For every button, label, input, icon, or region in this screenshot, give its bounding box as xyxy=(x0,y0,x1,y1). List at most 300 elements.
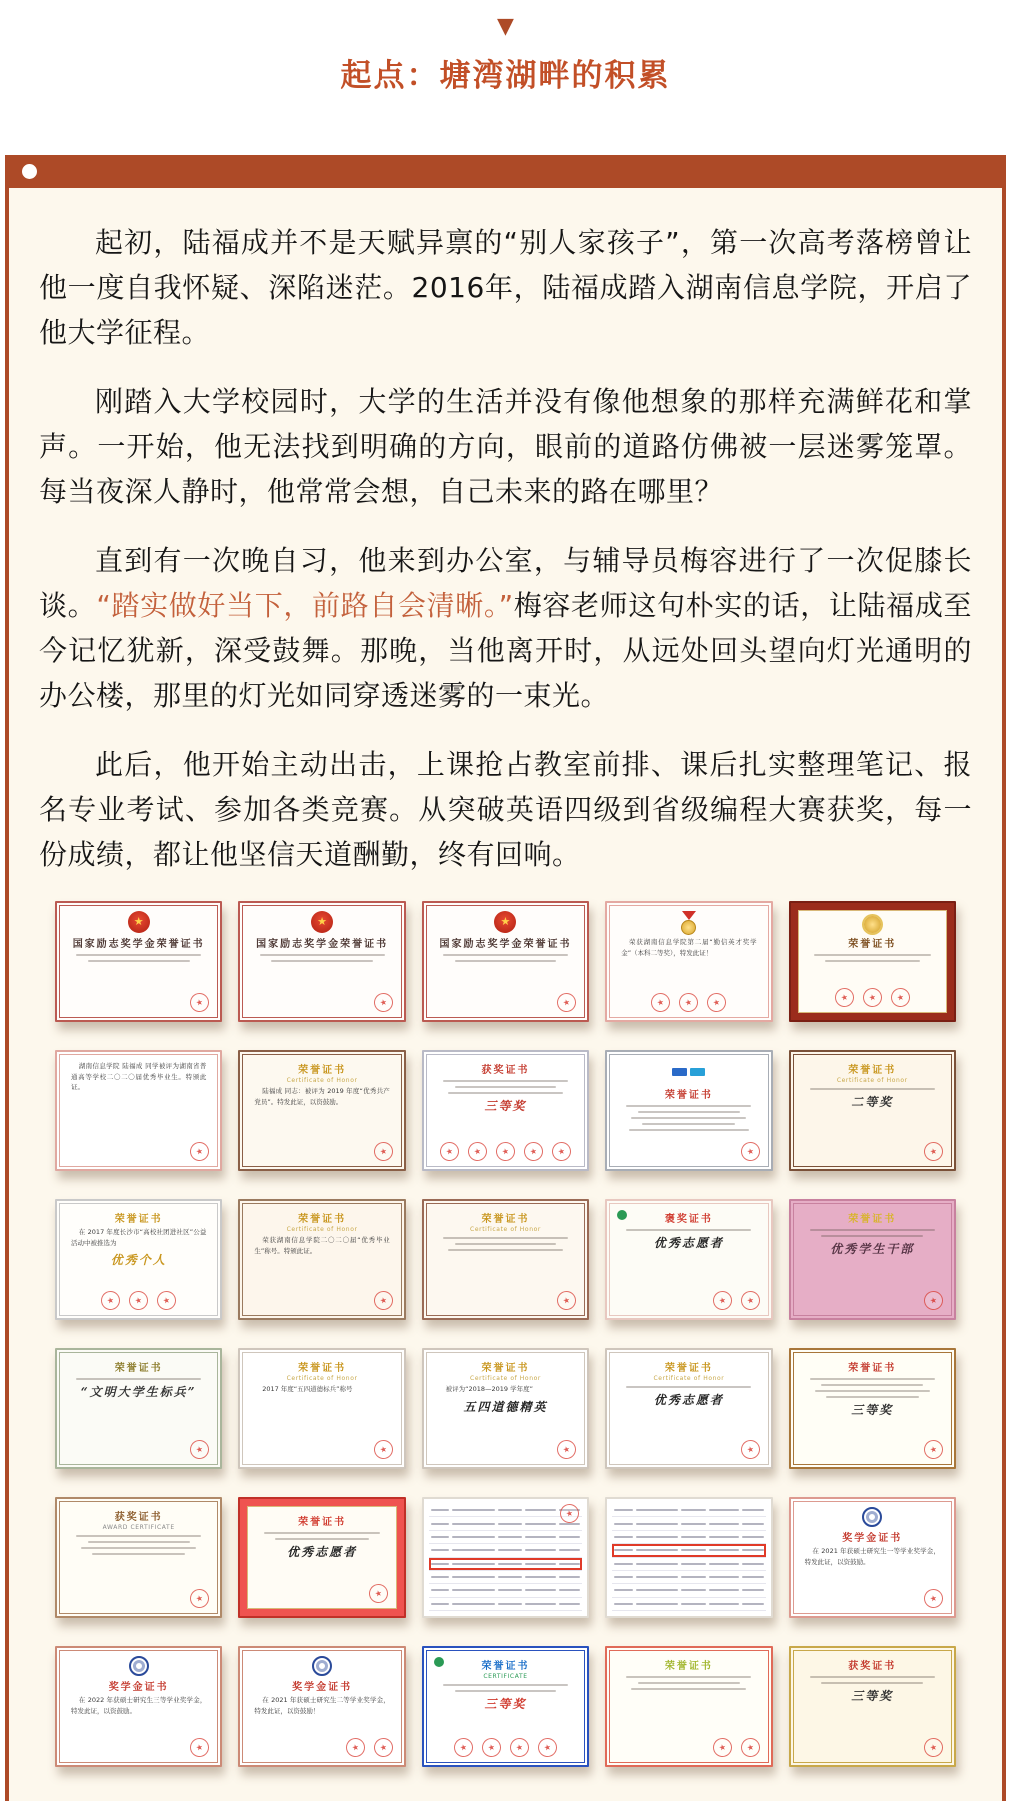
cert-cl xyxy=(76,1378,201,1380)
cert-stamp: ★ xyxy=(189,1438,212,1461)
univ-emblem-icon xyxy=(312,1656,332,1676)
cert-cl xyxy=(626,1105,751,1107)
cert-cl xyxy=(455,960,557,962)
cert-part xyxy=(452,1536,495,1538)
cert-cl xyxy=(260,954,385,956)
cert-cin xyxy=(793,1054,952,1167)
cert-part xyxy=(742,1589,763,1591)
certificate-award-text: 优秀志愿者 xyxy=(653,1393,724,1407)
certificate-thumbnail[interactable] xyxy=(55,1050,222,1171)
cert-stamp: ★ xyxy=(367,1582,390,1605)
cert-stamp: ★ xyxy=(189,1736,212,1759)
certificate-award-text: 三等奖 xyxy=(851,1403,894,1417)
cert-part xyxy=(525,1536,556,1538)
cert-cin xyxy=(793,1203,952,1316)
certificate-title: 荣誉证书 xyxy=(664,1363,713,1374)
certificate-thumbnail[interactable] xyxy=(789,901,956,1022)
medal-emblem-icon xyxy=(681,911,696,935)
cert-trow xyxy=(612,1544,765,1557)
cert-part xyxy=(452,1603,495,1605)
cert-part xyxy=(709,1523,740,1525)
cert-cin xyxy=(59,1054,218,1167)
cert-cin xyxy=(242,905,401,1018)
certificate-title: 荣誉证书 xyxy=(848,1214,897,1225)
certificate-award-text: 五四道德精英 xyxy=(463,1399,548,1414)
cert-cin xyxy=(426,1054,585,1167)
cert-stamp: ★ xyxy=(127,1289,150,1312)
certificate-thumbnail[interactable] xyxy=(55,1497,222,1618)
cert-part xyxy=(709,1589,740,1591)
cert-trow xyxy=(612,1517,765,1530)
cert-part xyxy=(681,1563,705,1565)
certificate-title: 获奖证书 xyxy=(114,1512,163,1523)
cert-cl xyxy=(455,1243,557,1245)
certificate-body-text: 在 2017 年度长沙市“高校社团进社区”公益活动中被推选为 xyxy=(71,1228,207,1247)
cert-cl xyxy=(638,1111,740,1113)
certificate-thumbnail[interactable] xyxy=(238,1497,405,1618)
certificate-title: 荣誉证书 xyxy=(481,1363,530,1374)
cert-cl xyxy=(76,954,201,956)
cert-part xyxy=(636,1603,679,1605)
certificate-thumbnail[interactable] xyxy=(789,1050,956,1171)
cert-trow xyxy=(612,1584,765,1597)
cert-strow xyxy=(924,1589,943,1608)
cert-part xyxy=(681,1523,705,1525)
cert-part xyxy=(559,1603,580,1605)
cert-stamp: ★ xyxy=(922,1438,945,1461)
univ-emblem-icon xyxy=(862,1507,882,1527)
cert-cin xyxy=(798,910,947,1013)
certificate-title: 获奖证书 xyxy=(848,1661,897,1672)
cert-strow xyxy=(190,1440,209,1459)
certificate-title: 荣誉证书 xyxy=(848,1363,897,1374)
certificate-award-text: 优秀志愿者 xyxy=(653,1236,724,1250)
cert-strow xyxy=(190,1589,209,1608)
cert-part xyxy=(709,1549,740,1551)
cert-strow xyxy=(560,1504,579,1523)
bar-dot-icon xyxy=(22,164,37,179)
cert-part xyxy=(614,1576,632,1578)
certificate-thumbnail[interactable] xyxy=(422,1497,589,1618)
certificate-title: 荣誉证书 xyxy=(114,1214,163,1225)
cert-cl xyxy=(88,1541,190,1543)
cert-part xyxy=(431,1509,449,1511)
cert-trow xyxy=(429,1584,582,1597)
cert-strow xyxy=(427,1738,584,1757)
cert-strow xyxy=(190,993,209,1012)
cert-part xyxy=(559,1563,580,1565)
cert-part xyxy=(742,1536,763,1538)
cert-cin xyxy=(242,1203,401,1316)
cert-stamp: ★ xyxy=(739,1289,762,1312)
cert-part xyxy=(681,1549,705,1551)
paragraph-3-rest: 梅容老师这句朴实的话，让陆福成至今记忆犹新，深受鼓舞。那晚，当他离开时，从远处回头望向灯光通明的办公楼，那里的灯光如同穿透迷雾的一束光。 xyxy=(39,589,972,712)
green-emblem-icon xyxy=(434,1657,444,1667)
national-emblem-icon: ★ xyxy=(494,911,516,933)
certificate-body-text: 在 2021 年获硕士研究生二等学业奖学金，特发此证，以资鼓励！ xyxy=(254,1696,390,1715)
cert-part xyxy=(498,1563,522,1565)
cert-strow xyxy=(741,1142,760,1161)
certificate-thumbnail[interactable] xyxy=(238,1050,405,1171)
certificate-thumbnail[interactable] xyxy=(55,1199,222,1320)
certificate-title: 荣誉证书 xyxy=(298,1065,347,1076)
cert-part xyxy=(636,1576,679,1578)
certificate-award-text: “文明大学生标兵” xyxy=(80,1385,197,1399)
cert-part xyxy=(636,1589,679,1591)
cert-cl xyxy=(626,1386,751,1388)
cert-part xyxy=(636,1549,679,1551)
certificate-subtitle: Certificate of Honor xyxy=(286,1077,358,1084)
cert-stamp: ★ xyxy=(494,1140,517,1163)
cert-part xyxy=(498,1589,522,1591)
national-emblem-icon: ★ xyxy=(128,911,150,933)
cert-trow xyxy=(429,1598,582,1611)
cert-cin xyxy=(59,1650,218,1763)
cert-cin xyxy=(609,905,768,1018)
cert-cl xyxy=(626,1229,751,1231)
cert-trow xyxy=(429,1517,582,1530)
certificate-title: 荣誉证书 xyxy=(664,1090,713,1101)
certificate-thumbnail[interactable] xyxy=(789,1646,956,1767)
national-emblem-icon: ★ xyxy=(311,911,333,933)
cert-part xyxy=(614,1523,632,1525)
cert-stamp: ★ xyxy=(155,1289,178,1312)
certificate-thumbnail[interactable] xyxy=(605,1646,772,1767)
cert-part xyxy=(431,1563,449,1565)
cert-part xyxy=(525,1563,556,1565)
certificate-thumbnail[interactable] xyxy=(605,1050,772,1171)
cert-part xyxy=(742,1549,763,1551)
cert-cin xyxy=(59,1352,218,1465)
cert-cl xyxy=(443,1684,568,1686)
green-emblem-icon xyxy=(617,1210,627,1220)
cert-part xyxy=(681,1603,705,1605)
cert-cl xyxy=(92,1553,185,1555)
cert-part xyxy=(431,1536,449,1538)
cert-cin xyxy=(247,1506,396,1609)
cert-strow xyxy=(610,993,767,1012)
card-header-bar xyxy=(9,155,1002,188)
cert-trow xyxy=(429,1544,582,1557)
certificate-body-text: 被评为“2018—2019 学年度” xyxy=(445,1385,533,1393)
cert-stamp: ★ xyxy=(739,1438,762,1461)
cert-cl xyxy=(275,1538,370,1540)
cert-cl xyxy=(448,1092,563,1094)
cert-stamp: ★ xyxy=(372,991,395,1014)
cert-strow xyxy=(60,1291,217,1310)
cert-trow xyxy=(612,1504,765,1517)
certificate-thumbnail[interactable] xyxy=(422,1199,589,1320)
cert-strow xyxy=(713,1738,760,1757)
certificate-body-text: 湖南信息学院 陆福成 同学被评为湖南省普通高等学校二〇二〇届优秀毕业生。特颁此证。 xyxy=(71,1062,207,1092)
cert-cin xyxy=(793,1650,952,1763)
paragraph-4: 此后，他开始主动出击，上课抢占教室前排、课后扎实整理笔记、报名专业考试、参加各类竞赛。从突破英语四级到省级编程大赛获奖，每一份成绩，都让他坚信天道酬勤，终有回响。 xyxy=(39,748,972,871)
cert-part xyxy=(452,1523,495,1525)
cert-strow xyxy=(924,1291,943,1310)
cert-stamp: ★ xyxy=(706,991,729,1014)
certificate-subtitle: Certificate of Honor xyxy=(470,1226,541,1233)
paragraph-1: 起初，陆福成并不是天赋异禀的“别人家孩子”，第一次高考落榜曾让他一度自我怀疑、深陷迷茫。2016年，陆福成踏入湖南信息学院，开启了他大学征程。 xyxy=(39,226,972,349)
certificate-title: 荣誉证书 xyxy=(481,1661,530,1672)
cert-part xyxy=(636,1563,679,1565)
cert-cin xyxy=(426,905,585,1018)
cert-strow xyxy=(713,1291,760,1310)
cert-cl xyxy=(448,1249,563,1251)
cert-part xyxy=(636,1536,679,1538)
cert-strow xyxy=(374,993,393,1012)
cert-part xyxy=(498,1536,522,1538)
certificate-body-text: 2017 年度“五四道德标兵”称号 xyxy=(262,1385,353,1393)
cert-strow xyxy=(346,1738,393,1757)
certificate-thumbnail[interactable] xyxy=(422,1050,589,1171)
certificate-title: 奖学金证书 xyxy=(292,1682,353,1693)
cert-strow xyxy=(557,1440,576,1459)
cert-part xyxy=(431,1603,449,1605)
cert-stamp: ★ xyxy=(711,1289,734,1312)
cert-part xyxy=(709,1563,740,1565)
cert-stamp: ★ xyxy=(922,1587,945,1610)
certificate-thumbnail[interactable] xyxy=(422,901,589,1022)
cert-stamp: ★ xyxy=(438,1140,461,1163)
cert-stamp: ★ xyxy=(555,991,578,1014)
cert-stamp: ★ xyxy=(833,986,856,1009)
cert-cin xyxy=(242,1650,401,1763)
cert-cin xyxy=(609,1352,768,1465)
cert-strow xyxy=(924,1440,943,1459)
cert-cin xyxy=(242,1054,401,1167)
cert-stamp: ★ xyxy=(99,1289,122,1312)
certificate-title: 荣誉证书 xyxy=(298,1363,347,1374)
certificate-thumbnail[interactable] xyxy=(422,1348,589,1469)
certificate-subtitle: Certificate of Honor xyxy=(286,1226,358,1233)
certificate-title: 荣誉证书 xyxy=(664,1661,713,1672)
cert-cl xyxy=(443,1237,568,1239)
cert-cl xyxy=(810,1676,935,1678)
univ-emblem-icon xyxy=(129,1656,149,1676)
cert-cl xyxy=(629,1129,748,1131)
cert-cin xyxy=(609,1054,768,1167)
cert-stamp: ★ xyxy=(889,986,912,1009)
paragraph-3 xyxy=(39,538,972,718)
certificate-thumbnail[interactable] xyxy=(605,1199,772,1320)
certificate-thumbnail[interactable] xyxy=(55,1646,222,1767)
cert-stamp: ★ xyxy=(650,991,673,1014)
cert-part xyxy=(498,1549,522,1551)
cert-cl xyxy=(821,1235,923,1237)
certificate-thumbnail[interactable] xyxy=(55,1348,222,1469)
article-body xyxy=(9,188,1002,1767)
cert-trow xyxy=(612,1558,765,1571)
cert-cl xyxy=(825,960,920,962)
cert-part xyxy=(452,1589,495,1591)
cert-part xyxy=(498,1523,522,1525)
cert-tbl xyxy=(429,1504,582,1611)
highlight-quote: “踏实做好当下，前路自会清晰。” xyxy=(96,589,514,622)
cert-part xyxy=(614,1536,632,1538)
cert-cl xyxy=(638,1682,740,1684)
section-header xyxy=(0,0,1011,95)
certificate-grid xyxy=(55,901,956,1767)
cert-stamp: ★ xyxy=(452,1736,475,1759)
cert-cl xyxy=(626,1676,751,1678)
cert-part xyxy=(742,1523,763,1525)
cert-part xyxy=(709,1576,740,1578)
cert-part xyxy=(742,1509,763,1511)
cert-stamp: ★ xyxy=(922,1289,945,1312)
certificate-subtitle: Certificate of Honor xyxy=(653,1375,725,1382)
cert-part xyxy=(452,1509,495,1511)
cert-part xyxy=(498,1576,522,1578)
cert-cl xyxy=(821,1384,923,1386)
certificate-thumbnail[interactable] xyxy=(605,901,772,1022)
cert-cin xyxy=(609,1650,768,1763)
cert-part xyxy=(559,1576,580,1578)
certificate-thumbnail[interactable] xyxy=(238,1646,405,1767)
cert-strow xyxy=(557,1291,576,1310)
cert-stamp: ★ xyxy=(922,1140,945,1163)
certificate-subtitle: Certificate of Honor xyxy=(470,1375,541,1382)
cert-part xyxy=(559,1549,580,1551)
cert-lg2 xyxy=(690,1068,705,1076)
certificate-thumbnail[interactable] xyxy=(422,1646,589,1767)
cert-strow xyxy=(374,1291,393,1310)
cert-cin xyxy=(59,905,218,1018)
certificate-title: 褒奖证书 xyxy=(664,1214,713,1225)
cert-cin xyxy=(793,1501,952,1614)
cert-trow xyxy=(612,1598,765,1611)
certificate-title: 奖学金证书 xyxy=(842,1533,903,1544)
cert-strow xyxy=(190,1738,209,1757)
certificate-subtitle: CERTIFICATE xyxy=(483,1673,528,1680)
cert-cl xyxy=(76,1535,201,1537)
certificate-title: 荣誉证书 xyxy=(298,1517,347,1528)
certificate-body-text: 荣获湖南信息学院第二届“勤信英才奖学金”（本科二等奖），特发此证！ xyxy=(621,938,757,957)
cert-trow xyxy=(429,1531,582,1544)
certificate-thumbnail[interactable] xyxy=(238,1348,405,1469)
cert-stamp: ★ xyxy=(739,1736,762,1759)
cert-part xyxy=(709,1603,740,1605)
certificate-title: 国家励志奖学金荣誉证书 xyxy=(256,939,389,950)
certificate-award-text: 二等奖 xyxy=(851,1095,894,1109)
cert-trow xyxy=(612,1531,765,1544)
cert-cin xyxy=(426,1352,585,1465)
cert-strow xyxy=(190,1142,209,1161)
certificate-award-text: 三等奖 xyxy=(851,1689,894,1703)
certificate-title: 国家励志奖学金荣誉证书 xyxy=(439,939,572,950)
cert-part xyxy=(614,1589,632,1591)
cert-stamp: ★ xyxy=(711,1736,734,1759)
certificate-title: 荣誉证书 xyxy=(481,1214,530,1225)
cert-cl xyxy=(455,1086,557,1088)
cert-strow xyxy=(369,1584,388,1603)
certificate-thumbnail[interactable] xyxy=(238,1199,405,1320)
certificate-thumbnail[interactable] xyxy=(605,1348,772,1469)
cert-cl xyxy=(443,954,568,956)
cert-stamp: ★ xyxy=(555,1438,578,1461)
certificate-thumbnail[interactable] xyxy=(789,1199,956,1320)
cert-stamp: ★ xyxy=(861,986,884,1009)
cert-strow xyxy=(924,1142,943,1161)
cert-part xyxy=(498,1509,522,1511)
cert-cl xyxy=(443,1080,568,1082)
cert-cin xyxy=(793,1352,952,1465)
cert-trow xyxy=(612,1571,765,1584)
cert-cl xyxy=(264,1532,380,1534)
cert-part xyxy=(525,1576,556,1578)
cert-cl xyxy=(810,1378,935,1380)
certificate-thumbnail[interactable] xyxy=(605,1497,772,1618)
certificate-title: 荣誉证书 xyxy=(114,1363,163,1374)
cert-rib xyxy=(682,911,696,920)
cert-part xyxy=(452,1576,495,1578)
certificate-title: 荣誉证书 xyxy=(298,1214,347,1225)
cert-part xyxy=(742,1603,763,1605)
cert-trow xyxy=(429,1571,582,1584)
certificate-thumbnail[interactable] xyxy=(238,901,405,1022)
cert-cl xyxy=(821,1682,923,1684)
certificate-title: 荣誉证书 xyxy=(848,939,897,950)
cert-stamp: ★ xyxy=(508,1736,531,1759)
cert-part xyxy=(709,1509,740,1511)
certificate-body-text: 陆福成 同志：被评为 2019 年度“优秀共产党员”。特发此证，以资鼓励。 xyxy=(254,1087,390,1106)
cert-part xyxy=(709,1536,740,1538)
cert-stamp: ★ xyxy=(558,1502,581,1525)
cert-cl xyxy=(81,1547,196,1549)
cert-cl xyxy=(271,960,373,962)
page-title: 起点：塘湾湖畔的积累 xyxy=(340,58,671,94)
content-card xyxy=(5,155,1006,1801)
certificate-subtitle: Certificate of Honor xyxy=(836,1077,908,1084)
cert-stamp: ★ xyxy=(555,1289,578,1312)
certificate-thumbnail[interactable] xyxy=(55,901,222,1022)
certificate-thumbnail[interactable] xyxy=(789,1348,956,1469)
cert-cin xyxy=(242,1352,401,1465)
cert-part xyxy=(431,1576,449,1578)
cert-stamp: ★ xyxy=(536,1736,559,1759)
cert-part xyxy=(525,1589,556,1591)
paragraph-3-intro: 直到有一次晚自习，他来到办公室，与辅导员梅容进行了一次促膝长谈。 xyxy=(39,544,972,622)
certificate-award-text: 优秀学生干部 xyxy=(830,1242,915,1256)
cert-stamp: ★ xyxy=(466,1140,489,1163)
cert-strow xyxy=(374,1142,393,1161)
cert-strow xyxy=(799,988,946,1007)
cert-cin xyxy=(59,1203,218,1316)
cert-part xyxy=(681,1509,705,1511)
certificate-thumbnail[interactable] xyxy=(789,1497,956,1618)
cert-cin xyxy=(426,1203,585,1316)
cert-part xyxy=(636,1509,679,1511)
cert-stamp: ★ xyxy=(480,1736,503,1759)
cert-part xyxy=(681,1589,705,1591)
cert-stamp: ★ xyxy=(189,991,212,1014)
cert-stamp: ★ xyxy=(522,1140,545,1163)
cert-part xyxy=(525,1509,556,1511)
cert-coin xyxy=(681,920,696,935)
cert-part xyxy=(681,1576,705,1578)
cert-stamp: ★ xyxy=(372,1289,395,1312)
cert-cl xyxy=(814,954,930,956)
cert-strow xyxy=(374,1440,393,1459)
certificate-award-text: 优秀个人 xyxy=(110,1253,167,1268)
cert-cin xyxy=(609,1203,768,1316)
certificate-title: 奖学金证书 xyxy=(108,1682,169,1693)
paragraph-2: 刚踏入大学校园时，大学的生活并没有像他想象的那样充满鲜花和掌声。一开始，他无法找到明确的方向，眼前的道路仿佛被一层迷雾笼罩。每当夜深人静时，他常常会想，自己未来的路在哪里？ xyxy=(39,385,972,508)
cert-cl xyxy=(826,1396,919,1398)
cert-cin xyxy=(59,1501,218,1614)
certificate-award-text: 三等奖 xyxy=(484,1099,527,1113)
cert-part xyxy=(742,1563,763,1565)
cert-part xyxy=(452,1563,495,1565)
